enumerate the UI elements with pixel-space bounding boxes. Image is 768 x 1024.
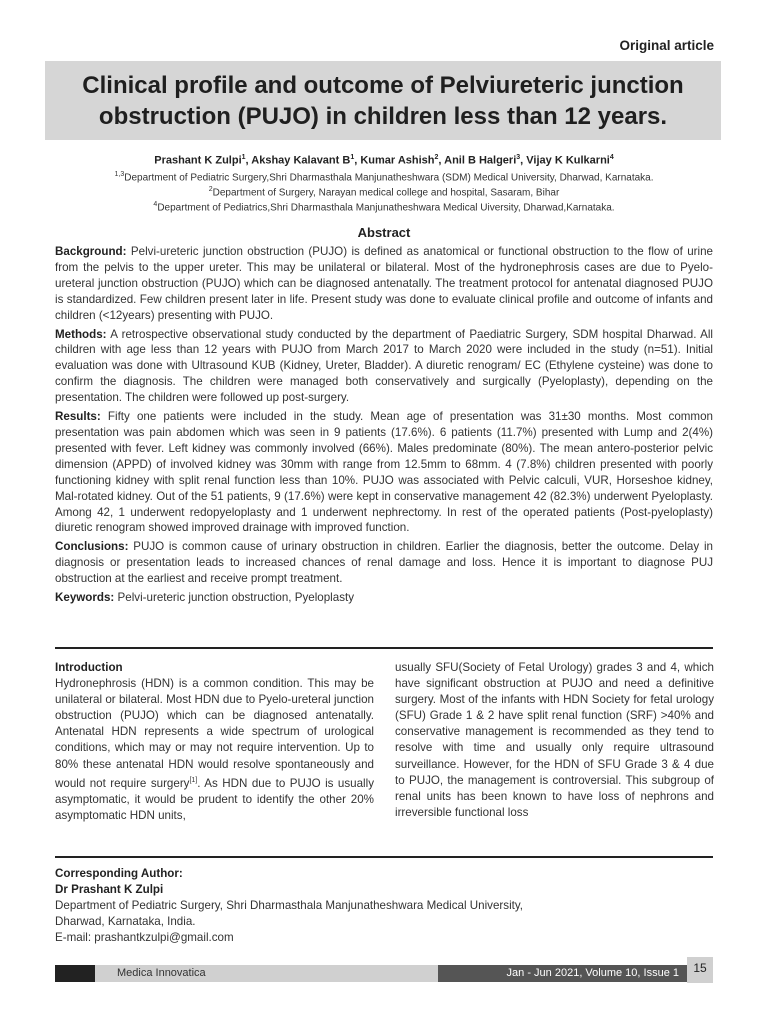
introduction-right-column [395, 660, 714, 821]
affiliation-text: Department of Surgery, Narayan medical college and hospital, Sasaram, Bihar [212, 187, 560, 199]
author-name: Prashant K Zulpi [154, 154, 242, 167]
affiliation-sup: 1,3 [114, 171, 125, 178]
author-sup: 1 [241, 154, 246, 161]
author-name: Anil B Halgeri [444, 154, 517, 167]
affiliation [0, 201, 768, 213]
introduction-text: Hydronephrosis (HDN) is a common condition. This may be unilateral or bilateral. Most HDN due to Pyelo-ureteral junction obstruction (PUJO) which can be diagnosed antenatally. Antenatal HDN represents a wide spectrum of urological conditions, which may or may not require intervention. Up to 80% these antenatal HDN would resolve spontaneously and would not require surgery [55, 677, 374, 790]
introduction-heading: Introduction [55, 661, 123, 674]
introduction-paragraph: usually SFU(Society of Fetal Urology) grades 3 and 4, which have significant obstruction at PUJO and need a definitive surgery. Most of the infants with HDN Society for fetal urology (SFU) Grade 1 & 2 have split renal function (SRF) >40% and conservative management is recommended as they tend to resolve with time and usually only require ultrasound surveillance. However, for the HDN of SFU Grade 3 & 4 due to PUJO, the management is controversial. This subgroup of renal units has been known to have loss of nephrons and irreversible functional loss [395, 661, 714, 819]
background-label: Background: [55, 245, 127, 258]
background-text: Pelvi-ureteric junction obstruction (PUJO) is defined as anatomical or functional obstruction to the flow of urine from the pelvis to the upper ureter. This may be unilateral or bilateral. Most of the hydronephrosis cases are due to Pyelo-ureteral junction obstruction (PUJO) which can be diagnosed antenatally. The treatment protocol for antenatal diagnosed PUJO is standardized. Few children present later in life. Present study was done to evaluate clinical profile and outcome of infants and children (<12years) presenting with PUJO. [55, 245, 713, 322]
author-list: Prashant K Zulpi$^1$, Akshay Kalavant $B^1$, Kumar Ashish$^2$, Anil B Halgeri$^3$, Vijay K Kulkarni$^4$ [154, 154, 614, 167]
corresponding-label: Corresponding Author: [55, 867, 183, 880]
affiliation [0, 171, 768, 183]
corresponding-address-line: Dharwad, Karnataka, India. [55, 915, 196, 929]
corresponding-name: Dr Prashant K Zulpi [55, 883, 164, 897]
results-label: Results: [55, 410, 101, 424]
results-text: Fifty one patients were included in the study. Mean age of presentation was 31±30 months. Most common presentation was pain abdomen which was seen in 9 patients (17.6%). 6 patients (11.7%) presented with Lump and 2(4%) presented with fever. Left kidney was commonly involved (66%). Males predominate (80%). The mean antero-posterior pelvic dimension (APPD) of involved kidney was 30mm with range from 12.5mm to 68mm. 4 (7.8%) children presented with poorly functioning kidney with split renal function less than 10%. PUJO was associated with Pelvic calculi, VUR, Horseshoe kidney, Mal-rotated kidney. Out of the 51 patients, 9 (17.6%) were kept in conservative management 42 (82.3%) underwent Pyeloplasty. Among 42, 1 underwent redopyeloplasty and 1 underwent nephrectomy. In rest of the operated patients (Post-pyeloplasty) diuretic renogram showed improved drainage with improved function. [55, 410, 713, 535]
introduction-paragraph [55, 676, 374, 824]
abstract-results [55, 409, 713, 536]
introduction-text: . As HDN due to PUJO is usually asymptomatic, it would be prudent to identify the other 20% asymptomatic HDN units, [55, 776, 374, 822]
author-name: Vijay K Kulkarni [526, 154, 610, 167]
author-sup: 4 [609, 154, 614, 161]
abstract-background [55, 244, 713, 324]
affiliation [0, 186, 768, 198]
introduction-left-column [55, 660, 374, 824]
affiliation-sup: 2 [208, 186, 213, 193]
footer-journal-name: Medica Innovatica [117, 967, 206, 979]
keywords-text: Pelvi-ureteric junction obstruction, Pyeloplasty [117, 591, 355, 605]
affiliation-sup: 4 [153, 201, 158, 208]
author-sup: 2 [434, 154, 439, 161]
article-type-label: Original article [619, 38, 714, 53]
abstract-body [55, 244, 713, 609]
methods-text: A retrospective observational study conducted by the department of Paediatric Surgery, SDM hospital Dharwad. All children with age less than 12 years with PUJO from March 2017 to March 2020 were included in the study (n=51). Initial evaluation was done with Ultrasound KUB (Kidney, Ureter, Bladder). A diuretic renogram/ EC (Ethylene cysteine) was done to confirm the diagnosis. The children were managed both conservatively and surgically (Pyeloplasty), depending on the presentation. The children were followed up post-surgery. [55, 327, 713, 405]
footer-issue-info: Jan - Jun 2021, Volume 10, Issue 1 [506, 967, 679, 979]
author-name: Akshay Kalavant B [251, 154, 351, 167]
abstract-keywords [55, 590, 713, 606]
corresponding-email: E-mail: prashantkzulpi@gmail.com [55, 931, 234, 945]
affiliation-text: Department of Pediatric Surgery,Shri Dharmasthala Manjunatheshwara (SDM) Medical University, Dharwad, Karnataka. [124, 172, 654, 184]
author-sup: 3 [516, 154, 521, 161]
footer-accent-block [55, 965, 95, 982]
citation-ref: [1] [189, 776, 198, 784]
keywords-label: Keywords: [55, 591, 115, 605]
corresponding-address-line: Department of Pediatric Surgery, Shri Dharmasthala Manjunatheshwara Medical University, [55, 899, 524, 913]
page-number: 15 [687, 957, 713, 983]
methods-label: Methods: [55, 327, 107, 341]
corresponding-divider [55, 856, 713, 858]
abstract-conclusions [55, 539, 713, 587]
section-divider [55, 647, 713, 649]
article-title: Clinical profile and outcome of Pelviureteric junction obstruction (PUJO) in children less than 12 years. [82, 71, 684, 130]
conclusions-text: PUJO is common cause of urinary obstruction in children. Earlier the diagnosis, better the outcome. Delay in diagnosis or presentation leads to increased chances of renal damage and loss. Hence it is important to diagnose PUJ obstruction at the earliest and receive prompt treatment. [55, 540, 713, 586]
conclusions-label: Conclusions: [55, 540, 129, 554]
title-banner [45, 61, 721, 140]
abstract-methods [55, 327, 713, 407]
affiliation-text: Department of Pediatrics,Shri Dharmasthala Manjunatheshwara Medical Uiversity, Dharwad,Karnataka. [157, 202, 615, 214]
corresponding-author-block [55, 866, 713, 946]
author-name: Kumar Ashish [360, 154, 435, 167]
author-sup: 1 [350, 154, 355, 161]
abstract-heading: Abstract [357, 225, 411, 240]
